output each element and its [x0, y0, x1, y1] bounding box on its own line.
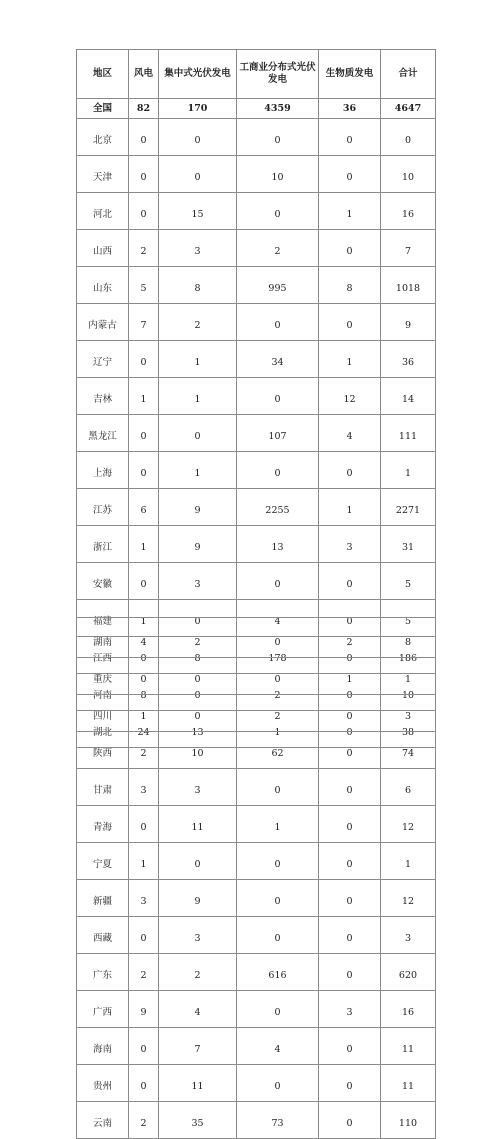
- wind-cell: 1: [129, 843, 159, 880]
- wind-cell: 8: [129, 674, 159, 711]
- total-cell: 1: [381, 658, 436, 695]
- total-cell: 0: [381, 119, 436, 156]
- centralized-pv-cell: 9: [159, 526, 237, 563]
- distributed-pv-cell: 73: [237, 1102, 319, 1139]
- table-row: [77, 341, 436, 378]
- region-cell: 内蒙古: [77, 304, 129, 341]
- region-cell: 河南: [77, 674, 129, 711]
- region-cell: 浙江: [77, 526, 129, 563]
- distributed-pv-cell: 995: [237, 267, 319, 304]
- table-row: [77, 806, 436, 843]
- biomass-cell: 0: [319, 695, 381, 732]
- total-cell: 111: [381, 415, 436, 452]
- header-region: 地区: [77, 50, 129, 99]
- total-wind: 82: [129, 99, 159, 119]
- region-cell: 安徽: [77, 563, 129, 600]
- distributed-pv-cell: 4: [237, 600, 319, 637]
- wind-cell: 2: [129, 230, 159, 267]
- total-cell: 74: [381, 732, 436, 769]
- table-row: [77, 415, 436, 452]
- biomass-cell: 0: [319, 230, 381, 267]
- total-cell: 31: [381, 526, 436, 563]
- total-cell: 14: [381, 378, 436, 415]
- table-row: [77, 769, 436, 806]
- biomass-cell: 0: [319, 452, 381, 489]
- centralized-pv-cell: 10: [159, 732, 237, 769]
- total-cell: 5: [381, 600, 436, 637]
- total-cell: 3: [381, 917, 436, 954]
- region-cell: 西藏: [77, 917, 129, 954]
- centralized-pv-cell: 0: [159, 674, 237, 711]
- centralized-pv-cell: 7: [159, 1028, 237, 1065]
- distributed-pv-cell: 2255: [237, 489, 319, 526]
- biomass-cell: 2: [319, 618, 381, 658]
- biomass-cell: 0: [319, 1065, 381, 1102]
- wind-cell: 9: [129, 991, 159, 1028]
- table-row: [77, 452, 436, 489]
- wind-cell: 0: [129, 637, 159, 674]
- distributed-pv-cell: 0: [237, 193, 319, 230]
- total-cell: 186: [381, 637, 436, 674]
- wind-cell: 0: [129, 415, 159, 452]
- total-cell: 16: [381, 991, 436, 1028]
- wind-cell: 0: [129, 806, 159, 843]
- table-row: [77, 991, 436, 1028]
- biomass-cell: 0: [319, 304, 381, 341]
- region-cell: 江苏: [77, 489, 129, 526]
- region-cell: 海南: [77, 1028, 129, 1065]
- table-row: [77, 267, 436, 304]
- wind-cell: 7: [129, 304, 159, 341]
- biomass-cell: 0: [319, 1102, 381, 1139]
- region-cell: 辽宁: [77, 341, 129, 378]
- total-cell: 110: [381, 1102, 436, 1139]
- centralized-pv-cell: 0: [159, 156, 237, 193]
- centralized-pv-cell: 4: [159, 991, 237, 1028]
- wind-cell: 1: [129, 695, 159, 732]
- wind-cell: 2: [129, 1102, 159, 1139]
- region-cell: 新疆: [77, 880, 129, 917]
- centralized-pv-cell: 2: [159, 618, 237, 658]
- region-cell: 云南: [77, 1102, 129, 1139]
- distributed-pv-cell: 107: [237, 415, 319, 452]
- distributed-pv-cell: 1: [237, 711, 319, 748]
- centralized-pv-cell: 35: [159, 1102, 237, 1139]
- distributed-pv-cell: 10: [237, 156, 319, 193]
- data-table-part-2: [76, 617, 436, 1139]
- wind-cell: 0: [129, 658, 159, 695]
- biomass-cell: 1: [319, 341, 381, 378]
- table-row: [77, 304, 436, 341]
- table-row: [77, 732, 436, 769]
- total-cell: 1018: [381, 267, 436, 304]
- biomass-cell: 0: [319, 563, 381, 600]
- table-row: [77, 917, 436, 954]
- biomass-cell: 0: [319, 674, 381, 711]
- biomass-cell: 0: [319, 843, 381, 880]
- table-row: [77, 119, 436, 156]
- table-row: [77, 843, 436, 880]
- total-cell: 6: [381, 769, 436, 806]
- region-cell: 福建: [77, 600, 129, 637]
- total-cell: 12: [381, 806, 436, 843]
- distributed-pv-cell: 0: [237, 563, 319, 600]
- distributed-pv-cell: 4: [237, 1028, 319, 1065]
- biomass-cell: 0: [319, 711, 381, 748]
- region-cell: 湖北: [77, 711, 129, 748]
- total-cell: 11: [381, 1028, 436, 1065]
- distributed-pv-cell: 13: [237, 526, 319, 563]
- wind-cell: 6: [129, 489, 159, 526]
- centralized-pv-cell: 9: [159, 880, 237, 917]
- region-cell: 四川: [77, 695, 129, 732]
- distributed-pv-cell: 0: [237, 991, 319, 1028]
- centralized-pv-cell: 3: [159, 230, 237, 267]
- total-cell: 8: [381, 618, 436, 658]
- header-total: 合计: [381, 50, 436, 99]
- table-row: [77, 1028, 436, 1065]
- distributed-pv-cell: 0: [237, 1065, 319, 1102]
- centralized-pv-cell: 3: [159, 563, 237, 600]
- region-cell: 河北: [77, 193, 129, 230]
- distributed-pv-cell: 2: [237, 674, 319, 711]
- biomass-cell: 0: [319, 880, 381, 917]
- wind-cell: 0: [129, 1028, 159, 1065]
- distributed-pv-cell: 178: [237, 637, 319, 674]
- wind-cell: 0: [129, 563, 159, 600]
- header-wind: 风电: [129, 50, 159, 99]
- total-cell: 9: [381, 304, 436, 341]
- biomass-cell: 1: [319, 193, 381, 230]
- centralized-pv-cell: 9: [159, 489, 237, 526]
- biomass-cell: 4: [319, 415, 381, 452]
- wind-cell: 0: [129, 452, 159, 489]
- total-centralized-pv: 170: [159, 99, 237, 119]
- distributed-pv-cell: 0: [237, 658, 319, 695]
- biomass-cell: 1: [319, 658, 381, 695]
- biomass-cell: 12: [319, 378, 381, 415]
- total-sum: 4647: [381, 99, 436, 119]
- distributed-pv-cell: 0: [237, 880, 319, 917]
- wind-cell: 0: [129, 193, 159, 230]
- centralized-pv-cell: 2: [159, 954, 237, 991]
- distributed-pv-cell: 616: [237, 954, 319, 991]
- distributed-pv-cell: 0: [237, 452, 319, 489]
- region-cell: 陕西: [77, 732, 129, 769]
- total-cell: 16: [381, 193, 436, 230]
- table-row: [77, 954, 436, 991]
- region-cell: 宁夏: [77, 843, 129, 880]
- biomass-cell: 0: [319, 769, 381, 806]
- header-biomass: 生物质发电: [319, 50, 381, 99]
- total-cell: 11: [381, 1065, 436, 1102]
- national-total-row: [77, 99, 436, 119]
- wind-cell: 0: [129, 917, 159, 954]
- wind-cell: 5: [129, 267, 159, 304]
- header-row: [77, 50, 436, 99]
- wind-cell: 2: [129, 954, 159, 991]
- wind-cell: 2: [129, 732, 159, 769]
- biomass-cell: 0: [319, 732, 381, 769]
- region-cell: 江西: [77, 637, 129, 674]
- distributed-pv-cell: 2: [237, 695, 319, 732]
- total-cell: 10: [381, 156, 436, 193]
- distributed-pv-cell: 0: [237, 304, 319, 341]
- centralized-pv-cell: 13: [159, 711, 237, 748]
- total-cell: 620: [381, 954, 436, 991]
- wind-cell: 0: [129, 341, 159, 378]
- region-cell: 贵州: [77, 1065, 129, 1102]
- wind-cell: 0: [129, 119, 159, 156]
- distributed-pv-cell: 0: [237, 618, 319, 658]
- table-row: [77, 526, 436, 563]
- header-centralized-pv: 集中式光伏发电: [159, 50, 237, 99]
- table-row: [77, 563, 436, 600]
- table-row: [77, 193, 436, 230]
- centralized-pv-cell: 8: [159, 637, 237, 674]
- region-cell: 甘肃: [77, 769, 129, 806]
- centralized-pv-cell: 0: [159, 415, 237, 452]
- region-cell: 重庆: [77, 658, 129, 695]
- total-cell: 12: [381, 880, 436, 917]
- centralized-pv-cell: 1: [159, 341, 237, 378]
- table-row: [77, 880, 436, 917]
- total-cell: 1: [381, 843, 436, 880]
- total-distributed-pv: 4359: [237, 99, 319, 119]
- biomass-cell: 0: [319, 637, 381, 674]
- biomass-cell: 8: [319, 267, 381, 304]
- centralized-pv-cell: 15: [159, 193, 237, 230]
- centralized-pv-cell: 0: [159, 658, 237, 695]
- total-region: 全国: [77, 99, 129, 119]
- biomass-cell: 3: [319, 526, 381, 563]
- distributed-pv-cell: 2: [237, 230, 319, 267]
- wind-cell: 0: [129, 156, 159, 193]
- region-cell: 湖南: [77, 618, 129, 658]
- header-distributed-pv: 工商业分布式光伏发电: [237, 50, 319, 99]
- biomass-cell: 0: [319, 917, 381, 954]
- wind-cell: 24: [129, 711, 159, 748]
- biomass-cell: 0: [319, 954, 381, 991]
- table-row: [77, 230, 436, 267]
- biomass-cell: 0: [319, 1028, 381, 1065]
- wind-cell: 3: [129, 769, 159, 806]
- biomass-cell: 3: [319, 991, 381, 1028]
- total-cell: 5: [381, 563, 436, 600]
- centralized-pv-cell: 11: [159, 1065, 237, 1102]
- total-cell: 38: [381, 711, 436, 748]
- distributed-pv-cell: 0: [237, 917, 319, 954]
- region-cell: 青海: [77, 806, 129, 843]
- region-cell: 北京: [77, 119, 129, 156]
- table-row: [77, 618, 436, 658]
- region-cell: 吉林: [77, 378, 129, 415]
- distributed-pv-cell: 0: [237, 843, 319, 880]
- biomass-cell: 0: [319, 806, 381, 843]
- wind-cell: 3: [129, 880, 159, 917]
- centralized-pv-cell: 8: [159, 267, 237, 304]
- distributed-pv-cell: 34: [237, 341, 319, 378]
- centralized-pv-cell: 3: [159, 769, 237, 806]
- total-cell: 36: [381, 341, 436, 378]
- biomass-cell: 0: [319, 600, 381, 637]
- distributed-pv-cell: 0: [237, 378, 319, 415]
- table-row: [77, 1065, 436, 1102]
- centralized-pv-cell: 0: [159, 695, 237, 732]
- centralized-pv-cell: 0: [159, 119, 237, 156]
- distributed-pv-cell: 0: [237, 769, 319, 806]
- wind-cell: 1: [129, 378, 159, 415]
- distributed-pv-cell: 1: [237, 806, 319, 843]
- centralized-pv-cell: 1: [159, 452, 237, 489]
- centralized-pv-cell: 0: [159, 843, 237, 880]
- wind-cell: 4: [129, 618, 159, 658]
- table-row: [77, 695, 436, 732]
- table-row: [77, 658, 436, 695]
- centralized-pv-cell: 2: [159, 304, 237, 341]
- wind-cell: 1: [129, 600, 159, 637]
- total-cell: 2271: [381, 489, 436, 526]
- centralized-pv-cell: 1: [159, 378, 237, 415]
- distributed-pv-cell: 62: [237, 732, 319, 769]
- wind-cell: 0: [129, 1065, 159, 1102]
- distributed-pv-cell: 0: [237, 119, 319, 156]
- region-cell: 广西: [77, 991, 129, 1028]
- table-row: [77, 489, 436, 526]
- region-cell: 山东: [77, 267, 129, 304]
- table-row: [77, 156, 436, 193]
- total-cell: 10: [381, 674, 436, 711]
- region-cell: 上海: [77, 452, 129, 489]
- wind-cell: 1: [129, 526, 159, 563]
- region-cell: 黑龙江: [77, 415, 129, 452]
- table-row: [77, 378, 436, 415]
- table-row: [77, 1102, 436, 1139]
- total-cell: 3: [381, 695, 436, 732]
- biomass-cell: 1: [319, 489, 381, 526]
- region-cell: 广东: [77, 954, 129, 991]
- centralized-pv-cell: 0: [159, 600, 237, 637]
- total-biomass: 36: [319, 99, 381, 119]
- region-cell: 天津: [77, 156, 129, 193]
- total-cell: 7: [381, 230, 436, 267]
- total-cell: 1: [381, 452, 436, 489]
- region-cell: 山西: [77, 230, 129, 267]
- centralized-pv-cell: 11: [159, 806, 237, 843]
- biomass-cell: 0: [319, 119, 381, 156]
- centralized-pv-cell: 3: [159, 917, 237, 954]
- biomass-cell: 0: [319, 156, 381, 193]
